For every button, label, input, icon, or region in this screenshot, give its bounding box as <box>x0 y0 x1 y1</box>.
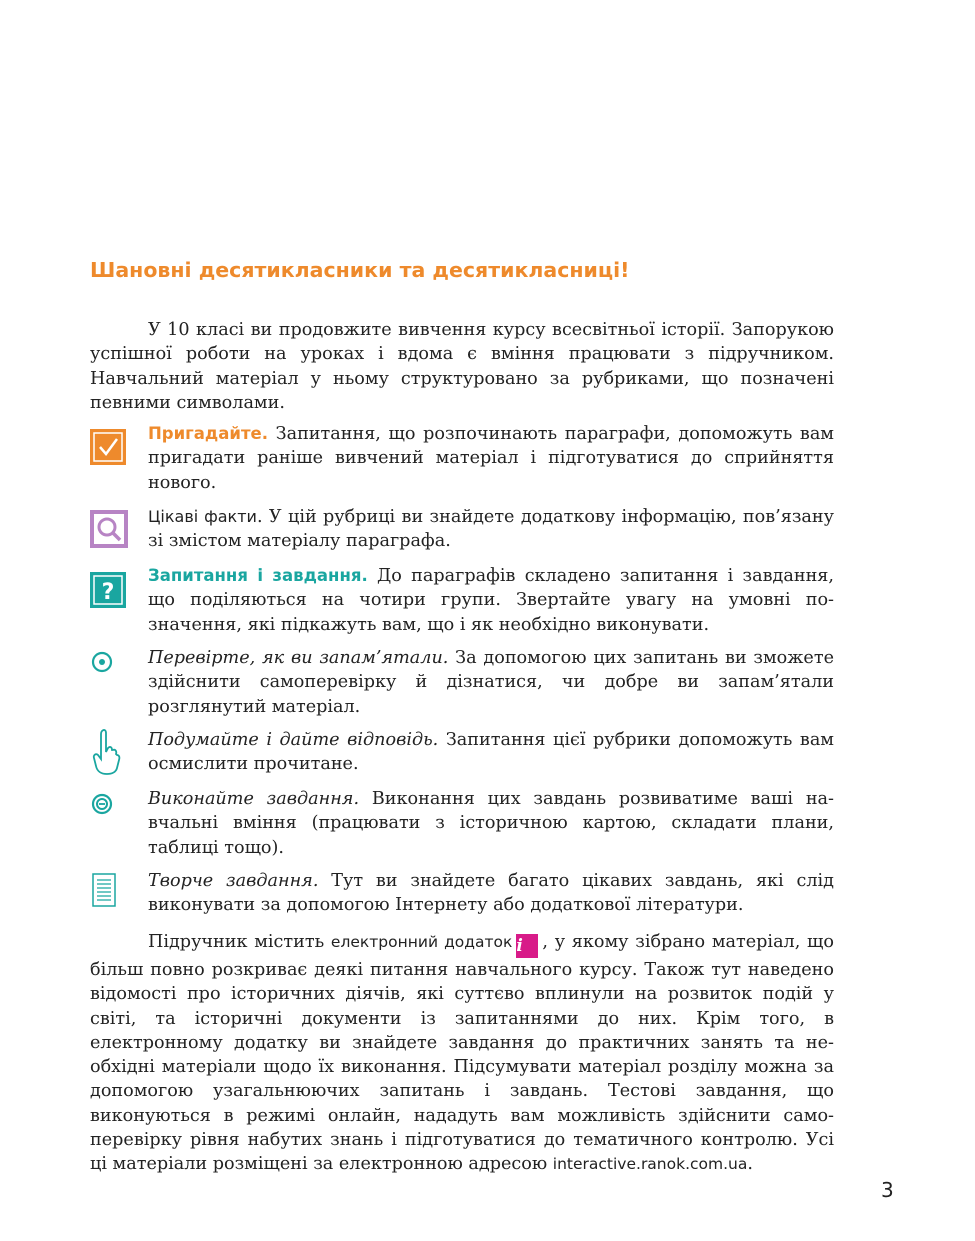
document-lines-icon <box>92 873 116 907</box>
rubric-task <box>148 787 834 860</box>
rubric-creative <box>148 869 834 918</box>
rubric-text: Запитання цієї рубрики допоможуть вам осмислити прочитане. <box>148 730 834 775</box>
outro-paragraph <box>90 930 834 1177</box>
appendix-label: електронний додаток <box>330 933 513 951</box>
rubric-questions <box>148 564 834 637</box>
rubric-facts <box>148 505 834 554</box>
rubric-check <box>148 646 834 719</box>
outro-text-start: Підручник містить <box>148 932 331 952</box>
rubric-text: Виконання цих завдань розвиватиме ваші навчальні вміння (працювати з історичною картою, складати плани, таблиці тощо). <box>148 789 834 858</box>
svg-text:?: ? <box>101 580 115 605</box>
page-title: Шановні десятикласники та десятикласниці! <box>90 258 630 282</box>
rubric-text: . У цій рубриці ви знайдете додаткову інформацію, пов’язану зі змістом матеріалу параграфа. <box>148 507 834 552</box>
rubric-label: Виконайте завдання. <box>148 789 360 809</box>
rubric-label: Подумайте і дайте відповідь. <box>148 730 439 750</box>
target-icon <box>91 651 113 673</box>
website-url: interactive.ranok.com.ua <box>552 1155 748 1174</box>
rubric-label: Пригадайте. <box>148 424 268 443</box>
outro-text-end: . <box>747 1154 753 1175</box>
rubric-label: Творче завдання. <box>148 871 319 891</box>
info-badge-icon: i <box>516 934 538 958</box>
rubric-text: Тут ви знайдете багато цікавих завдань, які слід виконувати за допомогою Інтернету або додаткової літератури. <box>148 871 834 916</box>
rubric-text: До параграфів складено запитання і завдання, що поділяються на чотири групи. Звертайте увагу на умовні позначення, які підкажуть вам, що і як необхідно виконувати. <box>148 566 834 635</box>
intro-paragraph: У 10 класі ви продовжите вивчення курсу всесвітньої історії. Запорукою успішної роботи на уроках і вдома є вміння працювати з підручником. Навчальний матеріал у ньому структуровано за рубриками, що позначені певними символами. <box>90 320 834 413</box>
rubric-think <box>148 728 834 777</box>
checkmark-icon <box>90 429 126 465</box>
rubric-remember <box>148 422 834 495</box>
rubric-label: Перевірте, як ви запам’ятали. <box>148 648 449 668</box>
spiral-icon <box>91 793 113 815</box>
rubric-text: За допомогою цих запитань ви зможете здійснити самоперевірку й дізнатися, чи добре ви запам’ятали розглянутий матеріал. <box>148 648 834 717</box>
rubric-label: Запитання і завдання. <box>148 566 368 585</box>
rubric-label: Цікаві факти <box>148 507 257 526</box>
magnifier-icon <box>90 510 128 548</box>
rubric-text: Запитання, що розпочинають параграфи, допоможуть вам пригадати раніше вивчений матеріал і підготуватися до сприйняття нового. <box>148 424 834 493</box>
page-number: 3 <box>881 1178 894 1202</box>
outro-text-body: , у якому зібрано матеріал, що більш повно розкриває деякі питання навчального курсу. Також тут наведено відомості про історичних діячів, які суттєво вплинули на розвиток подій у світі, та історичні документи із запитаннями до них. Крім того, в електронному додатку ви знайдете завдання до практичних занять та необхідні матеріали щодо їх виконання. Підсумувати матеріал розділу можна за допомогою узагальнюючих запитань і завдань. Тестові завдання, що виконуються в режимі онлайн, нададуть вам можливість здійснити самоперевірку рівня набутих знань і підготуватися до тематичного контролю. Усі ці матеріали розміщені за електронною адресою <box>90 932 835 1175</box>
question-icon <box>90 572 126 608</box>
pointing-hand-icon <box>90 728 122 776</box>
